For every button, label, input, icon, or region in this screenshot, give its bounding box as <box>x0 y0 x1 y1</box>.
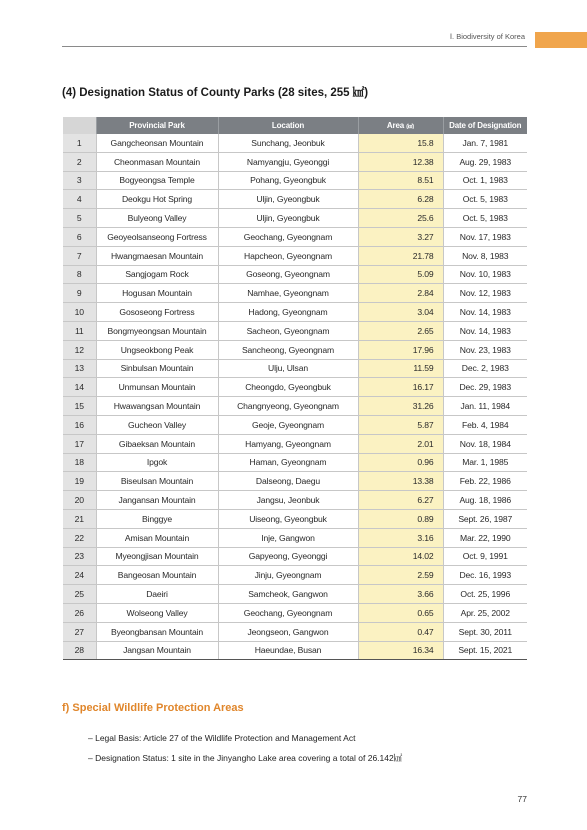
area-value-cell: 6.28 <box>358 190 443 209</box>
park-name-cell: Unmunsan Mountain <box>96 378 218 397</box>
location-cell: Sunchang, Jeonbuk <box>218 134 358 152</box>
park-name-cell: Gososeong Fortress <box>96 303 218 322</box>
area-value-cell: 15.8 <box>358 134 443 152</box>
park-name-cell: Hogusan Mountain <box>96 284 218 303</box>
row-number-cell: 6 <box>63 227 96 246</box>
table-header-row <box>63 117 527 134</box>
header-accent-tab <box>535 32 587 48</box>
designation-date-cell: Nov. 10, 1983 <box>443 265 527 284</box>
row-number-cell: 25 <box>63 585 96 604</box>
designation-date-cell: Nov. 14, 1983 <box>443 321 527 340</box>
designation-date-cell: Oct. 5, 1983 <box>443 190 527 209</box>
designation-date-cell: Nov. 17, 1983 <box>443 227 527 246</box>
location-cell: Sacheon, Gyeongnam <box>218 321 358 340</box>
row-number-cell: 18 <box>63 453 96 472</box>
park-name-cell: Cheonmasan Mountain <box>96 152 218 171</box>
table-row <box>63 227 527 246</box>
table-row <box>63 378 527 397</box>
location-cell: Cheongdo, Gyeongbuk <box>218 378 358 397</box>
park-name-cell: Ungseokbong Peak <box>96 340 218 359</box>
designation-date-cell: Apr. 25, 2002 <box>443 603 527 622</box>
table-row <box>63 190 527 209</box>
row-number-cell: 3 <box>63 171 96 190</box>
table-row <box>63 472 527 491</box>
designation-date-cell: Nov. 8, 1983 <box>443 246 527 265</box>
designation-date-cell: Mar. 1, 1985 <box>443 453 527 472</box>
row-number-cell: 26 <box>63 603 96 622</box>
table-row <box>63 415 527 434</box>
location-cell: Samcheok, Gangwon <box>218 585 358 604</box>
county-parks-table <box>63 117 527 660</box>
area-value-cell: 31.26 <box>358 397 443 416</box>
table-row <box>63 265 527 284</box>
row-number-cell: 7 <box>63 246 96 265</box>
table-row <box>63 284 527 303</box>
location-cell: Namhae, Gyeongnam <box>218 284 358 303</box>
area-value-cell: 0.65 <box>358 603 443 622</box>
row-number-cell: 28 <box>63 641 96 660</box>
area-value-cell: 3.04 <box>358 303 443 322</box>
park-name-cell: Bogyeongsa Temple <box>96 171 218 190</box>
running-header: Ⅰ. Biodiversity of Korea <box>449 32 525 41</box>
location-cell: Dalseong, Daegu <box>218 472 358 491</box>
row-number-cell: 1 <box>63 134 96 152</box>
designation-date-cell: Mar. 22, 1990 <box>443 528 527 547</box>
section-title: (4) Designation Status of County Parks (28 sites, 255 ㎢) <box>62 87 369 99</box>
park-name-cell: Bongmyeongsan Mountain <box>96 321 218 340</box>
designation-date-cell: Oct. 5, 1983 <box>443 209 527 228</box>
designation-date-cell: Dec. 2, 1983 <box>443 359 527 378</box>
header-location: Location <box>218 117 358 134</box>
area-value-cell: 12.38 <box>358 152 443 171</box>
subsection-title: f) Special Wildlife Protection Areas <box>62 702 244 714</box>
park-name-cell: Jangansan Mountain <box>96 491 218 510</box>
area-value-cell: 2.59 <box>358 566 443 585</box>
park-name-cell: Hwangmaesan Mountain <box>96 246 218 265</box>
park-name-cell: Daeiri <box>96 585 218 604</box>
park-name-cell: Deokgu Hot Spring <box>96 190 218 209</box>
row-number-cell: 19 <box>63 472 96 491</box>
table-row <box>63 509 527 528</box>
area-value-cell: 2.01 <box>358 434 443 453</box>
row-number-cell: 11 <box>63 321 96 340</box>
designation-date-cell: Oct. 1, 1983 <box>443 171 527 190</box>
park-name-cell: Sangjogam Rock <box>96 265 218 284</box>
row-number-cell: 14 <box>63 378 96 397</box>
location-cell: Hamyang, Gyeongnam <box>218 434 358 453</box>
location-cell: Sancheong, Gyeongnam <box>218 340 358 359</box>
row-number-cell: 27 <box>63 622 96 641</box>
designation-date-cell: Sept. 15, 2021 <box>443 641 527 660</box>
park-name-cell: Jangsan Mountain <box>96 641 218 660</box>
designation-date-cell: Nov. 14, 1983 <box>443 303 527 322</box>
table-body <box>63 134 527 660</box>
park-name-cell: Gibaeksan Mountain <box>96 434 218 453</box>
area-value-cell: 5.09 <box>358 265 443 284</box>
designation-date-cell: Oct. 9, 1991 <box>443 547 527 566</box>
table-row <box>63 209 527 228</box>
designation-date-cell: Feb. 22, 1986 <box>443 472 527 491</box>
park-name-cell: Gucheon Valley <box>96 415 218 434</box>
location-cell: Uiseong, Gyeongbuk <box>218 509 358 528</box>
area-value-cell: 17.96 <box>358 340 443 359</box>
header-number <box>63 117 96 134</box>
area-value-cell: 0.47 <box>358 622 443 641</box>
park-name-cell: Amisan Mountain <box>96 528 218 547</box>
row-number-cell: 9 <box>63 284 96 303</box>
designation-date-cell: Dec. 29, 1983 <box>443 378 527 397</box>
row-number-cell: 21 <box>63 509 96 528</box>
header-area-label: Area <box>386 121 405 130</box>
location-cell: Geochang, Gyeongnam <box>218 603 358 622</box>
area-value-cell: 2.84 <box>358 284 443 303</box>
location-cell: Hapcheon, Gyeongnam <box>218 246 358 265</box>
header-date: Date of Designation <box>443 117 527 134</box>
row-number-cell: 24 <box>63 566 96 585</box>
location-cell: Geoje, Gyeongnam <box>218 415 358 434</box>
row-number-cell: 4 <box>63 190 96 209</box>
table-row <box>63 547 527 566</box>
table-row <box>63 321 527 340</box>
designation-date-cell: Dec. 16, 1993 <box>443 566 527 585</box>
header-provincial-park: Provincial Park <box>96 117 218 134</box>
area-value-cell: 3.27 <box>358 227 443 246</box>
row-number-cell: 5 <box>63 209 96 228</box>
designation-date-cell: Sept. 26, 1987 <box>443 509 527 528</box>
location-cell: Inje, Gangwon <box>218 528 358 547</box>
location-cell: Jeongseon, Gangwon <box>218 622 358 641</box>
table-row <box>63 622 527 641</box>
location-cell: Hadong, Gyeongnam <box>218 303 358 322</box>
park-name-cell: Geoyeolsanseong Fortress <box>96 227 218 246</box>
table-row <box>63 491 527 510</box>
area-value-cell: 21.78 <box>358 246 443 265</box>
area-value-cell: 13.38 <box>358 472 443 491</box>
area-value-cell: 0.96 <box>358 453 443 472</box>
area-value-cell: 6.27 <box>358 491 443 510</box>
area-value-cell: 11.59 <box>358 359 443 378</box>
table-row <box>63 171 527 190</box>
designation-date-cell: Jan. 7, 1981 <box>443 134 527 152</box>
area-value-cell: 14.02 <box>358 547 443 566</box>
page-number: 77 <box>517 794 527 804</box>
park-name-cell: Hwawangsan Mountain <box>96 397 218 416</box>
location-cell: Jangsu, Jeonbuk <box>218 491 358 510</box>
row-number-cell: 23 <box>63 547 96 566</box>
park-name-cell: Bulyeong Valley <box>96 209 218 228</box>
designation-date-cell: Jan. 11, 1984 <box>443 397 527 416</box>
designation-status-bullet: – Designation Status: 1 site in the Jinyangho Lake area covering a total of 26.142㎢ <box>88 753 403 763</box>
row-number-cell: 10 <box>63 303 96 322</box>
location-cell: Goseong, Gyeongnam <box>218 265 358 284</box>
table-row <box>63 641 527 660</box>
table-row <box>63 340 527 359</box>
designation-date-cell: Feb. 4, 1984 <box>443 415 527 434</box>
area-value-cell: 2.65 <box>358 321 443 340</box>
location-cell: Uljin, Gyeongbuk <box>218 209 358 228</box>
header-area <box>358 117 443 134</box>
header-rule <box>62 46 527 47</box>
row-number-cell: 2 <box>63 152 96 171</box>
area-value-cell: 16.34 <box>358 641 443 660</box>
location-cell: Geochang, Gyeongnam <box>218 227 358 246</box>
location-cell: Gapyeong, Gyeonggi <box>218 547 358 566</box>
row-number-cell: 15 <box>63 397 96 416</box>
header-area-unit: (㎢) <box>406 124 415 130</box>
table-row <box>63 359 527 378</box>
designation-date-cell: Sept. 30, 2011 <box>443 622 527 641</box>
area-value-cell: 3.66 <box>358 585 443 604</box>
park-name-cell: Wolseong Valley <box>96 603 218 622</box>
table-row <box>63 246 527 265</box>
row-number-cell: 16 <box>63 415 96 434</box>
designation-date-cell: Nov. 23, 1983 <box>443 340 527 359</box>
park-name-cell: Myeongjisan Mountain <box>96 547 218 566</box>
area-value-cell: 25.6 <box>358 209 443 228</box>
table-row <box>63 585 527 604</box>
designation-date-cell: Oct. 25, 1996 <box>443 585 527 604</box>
row-number-cell: 12 <box>63 340 96 359</box>
row-number-cell: 22 <box>63 528 96 547</box>
location-cell: Changnyeong, Gyeongnam <box>218 397 358 416</box>
location-cell: Haeundae, Busan <box>218 641 358 660</box>
designation-date-cell: Aug. 29, 1983 <box>443 152 527 171</box>
table-row <box>63 152 527 171</box>
row-number-cell: 17 <box>63 434 96 453</box>
location-cell: Jinju, Gyeongnam <box>218 566 358 585</box>
location-cell: Pohang, Gyeongbuk <box>218 171 358 190</box>
table-row <box>63 134 527 152</box>
row-number-cell: 13 <box>63 359 96 378</box>
table-row <box>63 397 527 416</box>
park-name-cell: Bangeosan Mountain <box>96 566 218 585</box>
table-row <box>63 603 527 622</box>
designation-date-cell: Nov. 18, 1984 <box>443 434 527 453</box>
park-name-cell: Binggye <box>96 509 218 528</box>
table-row <box>63 566 527 585</box>
park-name-cell: Sinbulsan Mountain <box>96 359 218 378</box>
designation-date-cell: Aug. 18, 1986 <box>443 491 527 510</box>
location-cell: Namyangju, Gyeonggi <box>218 152 358 171</box>
area-value-cell: 5.87 <box>358 415 443 434</box>
area-value-cell: 16.17 <box>358 378 443 397</box>
park-name-cell: Gangcheonsan Mountain <box>96 134 218 152</box>
table-row <box>63 303 527 322</box>
park-name-cell: Biseulsan Mountain <box>96 472 218 491</box>
designation-date-cell: Nov. 12, 1983 <box>443 284 527 303</box>
table-row <box>63 528 527 547</box>
park-name-cell: Byeongbansan Mountain <box>96 622 218 641</box>
table-row <box>63 434 527 453</box>
area-value-cell: 3.16 <box>358 528 443 547</box>
location-cell: Ulju, Ulsan <box>218 359 358 378</box>
table-row <box>63 453 527 472</box>
legal-basis-bullet: – Legal Basis: Article 27 of the Wildlife Protection and Management Act <box>88 733 356 743</box>
area-value-cell: 8.51 <box>358 171 443 190</box>
row-number-cell: 8 <box>63 265 96 284</box>
area-value-cell: 0.89 <box>358 509 443 528</box>
location-cell: Haman, Gyeongnam <box>218 453 358 472</box>
row-number-cell: 20 <box>63 491 96 510</box>
location-cell: Uljin, Gyeongbuk <box>218 190 358 209</box>
park-name-cell: Ipgok <box>96 453 218 472</box>
